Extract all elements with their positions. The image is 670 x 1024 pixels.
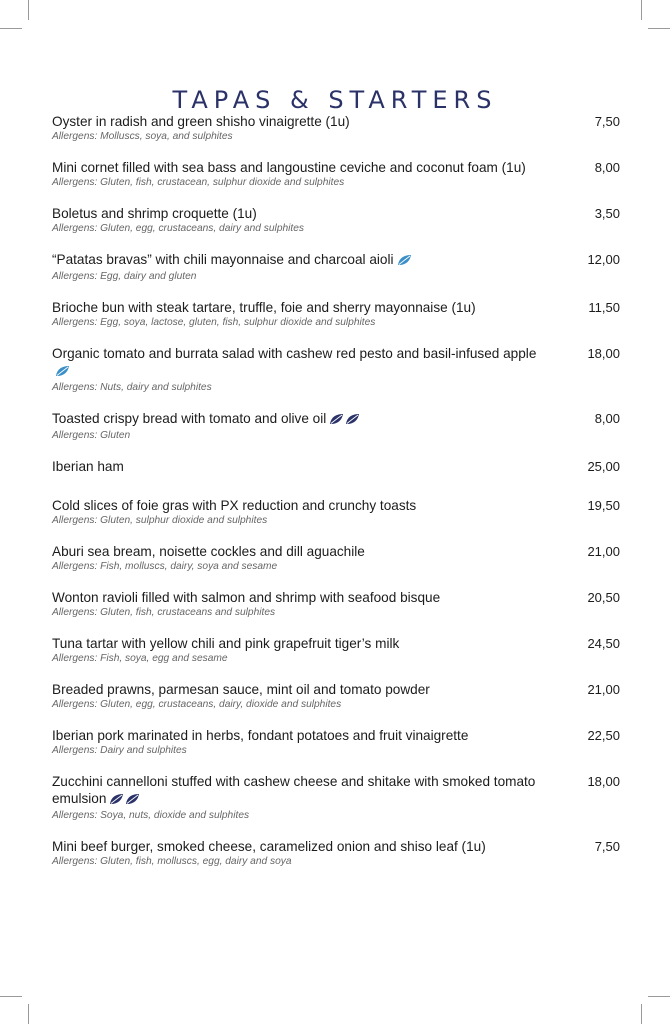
menu-item	[52, 589, 620, 619]
menu-item-allergens: Allergens: Dairy and sulphites	[52, 745, 187, 756]
menu-item-name-text: Iberian pork marinated in herbs, fondant potatoes and fruit vinaigrette	[52, 728, 469, 743]
menu-item-allergens: Allergens: Molluscs, soya, and sulphites	[52, 131, 233, 142]
vegetarian-leaf-icon	[397, 253, 412, 270]
menu-item-name	[52, 205, 552, 222]
menu-item-allergens: Allergens: Gluten, egg, crustaceans, dairy, dioxide and sulphites	[52, 699, 342, 710]
menu-item-name	[52, 159, 552, 176]
crop-mark-top-left	[28, 0, 29, 20]
menu-item	[52, 543, 620, 573]
menu-item-price: 11,50	[588, 300, 620, 315]
menu-item-name	[52, 113, 552, 130]
menu-item-price: 19,50	[587, 498, 620, 513]
menu-item-row	[52, 205, 620, 222]
menu-item-price: 24,50	[587, 636, 620, 651]
menu-item-name	[52, 589, 552, 606]
menu-item-row	[52, 635, 620, 652]
crop-mark-top-right	[641, 0, 642, 20]
menu-item-price: 3,50	[594, 206, 620, 221]
menu-item	[52, 410, 620, 442]
menu-item-name-text: Cold slices of foie gras with PX reduction and crunchy toasts	[52, 498, 417, 513]
menu-item-name	[52, 299, 552, 316]
menu-item-allergens: Allergens: Gluten, egg, crustaceans, dairy and sulphites	[52, 223, 305, 234]
menu-item	[52, 159, 620, 189]
menu-item-row	[52, 113, 620, 130]
menu-item-name-text: Brioche bun with steak tartare, truffle, foie and sherry mayonnaise (1u)	[52, 300, 476, 315]
crop-mark-bottom-right	[641, 1004, 642, 1024]
menu-item-name-text: Iberian ham	[52, 459, 124, 474]
menu-item	[52, 299, 620, 329]
menu-item-name-text: “Patatas bravas” with chili mayonnaise and charcoal aioli	[52, 252, 394, 267]
menu-item-row	[52, 159, 620, 176]
menu-item-name	[52, 497, 552, 514]
crop-mark-bottom-right-h	[648, 996, 670, 997]
menu-list	[52, 113, 620, 884]
menu-item-name-text: Mini cornet filled with sea bass and langoustine ceviche and coconut foam (1u)	[52, 160, 526, 175]
vegan-leaf-icon	[329, 412, 344, 429]
menu-item-name-text: Mini beef burger, smoked cheese, caramelized onion and shiso leaf (1u)	[52, 839, 486, 854]
vegan-leaf-icon	[345, 412, 360, 429]
menu-item	[52, 205, 620, 235]
menu-item-price: 7,50	[594, 839, 620, 854]
menu-item-allergens: Allergens: Gluten, sulphur dioxide and sulphites	[52, 515, 268, 526]
menu-item-name	[52, 635, 552, 652]
menu-item-allergens: Allergens: Soya, nuts, dioxide and sulphites	[52, 810, 250, 821]
crop-mark-bottom-left-h	[0, 996, 22, 997]
menu-item-row	[52, 681, 620, 698]
menu-item-name-text: Oyster in radish and green shisho vinaigrette (1u)	[52, 114, 350, 129]
vegan-leaf-icon	[125, 792, 140, 809]
menu-item-price: 22,50	[587, 728, 620, 743]
menu-item-name-text: Toasted crispy bread with tomato and olive oil	[52, 411, 327, 426]
menu-item-allergens: Allergens: Fish, molluscs, dairy, soya and sesame	[52, 561, 278, 572]
menu-item	[52, 681, 620, 711]
menu-item-row	[52, 410, 620, 429]
menu-item-allergens: Allergens: Gluten, fish, crustacean, sulphur dioxide and sulphites	[52, 177, 345, 188]
menu-item-allergens: Allergens: Gluten, fish, crustaceans and sulphites	[52, 607, 276, 618]
menu-item	[52, 458, 620, 475]
menu-item-name-text: Tuna tartar with yellow chili and pink grapefruit tiger’s milk	[52, 636, 400, 651]
menu-item-allergens: Allergens: Gluten, fish, molluscs, egg, dairy and soya	[52, 856, 292, 867]
menu-item-row	[52, 497, 620, 514]
menu-item	[52, 497, 620, 527]
menu-item-row	[52, 727, 620, 744]
menu-item	[52, 113, 620, 143]
menu-item-name	[52, 458, 552, 475]
crop-mark-bottom-left	[28, 1004, 29, 1024]
vegan-leaf-icon	[109, 792, 124, 809]
menu-item	[52, 727, 620, 757]
crop-mark-top-left-h	[0, 28, 22, 29]
menu-item-allergens: Allergens: Fish, soya, egg and sesame	[52, 653, 228, 664]
menu-item-price: 12,00	[587, 252, 620, 267]
menu-item-allergens: Allergens: Nuts, dairy and sulphites	[52, 382, 212, 393]
menu-item-price: 21,00	[587, 544, 620, 559]
menu-item-name-text: Wonton ravioli filled with salmon and shrimp with seafood bisque	[52, 590, 441, 605]
menu-item-price: 20,50	[587, 590, 620, 605]
menu-item	[52, 838, 620, 868]
menu-item-price: 7,50	[594, 114, 620, 129]
menu-item	[52, 773, 620, 822]
menu-item	[52, 251, 620, 283]
menu-item-row	[52, 589, 620, 606]
menu-item-price: 18,00	[587, 774, 620, 789]
menu-item	[52, 635, 620, 665]
menu-item-name-text: Breaded prawns, parmesan sauce, mint oil and tomato powder	[52, 682, 430, 697]
menu-item-name	[52, 681, 552, 698]
menu-item-allergens: Allergens: Egg, soya, lactose, gluten, fish, sulphur dioxide and sulphites	[52, 317, 376, 328]
menu-item-price: 18,00	[587, 346, 620, 361]
menu-item-name	[52, 773, 552, 809]
menu-item-row	[52, 838, 620, 855]
menu-item-row	[52, 458, 620, 475]
menu-item-name	[52, 838, 552, 855]
menu-item-price: 21,00	[587, 682, 620, 697]
menu-item-row	[52, 251, 620, 270]
menu-item-name-text: Aburi sea bream, noisette cockles and dill aguachile	[52, 544, 365, 559]
menu-item-row	[52, 345, 620, 381]
menu-item-name	[52, 251, 552, 270]
menu-item-allergens: Allergens: Egg, dairy and gluten	[52, 271, 197, 282]
menu-item-name-text: Zucchini cannelloni stuffed with cashew cheese and shitake with smoked tomato emulsion	[52, 774, 536, 806]
menu-item-row	[52, 773, 620, 809]
menu-item-name	[52, 727, 552, 744]
menu-item	[52, 345, 620, 394]
menu-item-name	[52, 543, 552, 560]
menu-item-row	[52, 543, 620, 560]
menu-item-price: 8,00	[594, 411, 620, 426]
menu-item-row	[52, 299, 620, 316]
menu-item-name-text: Organic tomato and burrata salad with cashew red pesto and basil-infused apple	[52, 346, 537, 361]
vegetarian-leaf-icon	[55, 364, 70, 381]
page-title: TAPAS & STARTERS	[172, 86, 498, 115]
menu-item-name	[52, 410, 552, 429]
crop-mark-top-right-h	[648, 28, 670, 29]
menu-item-name	[52, 345, 552, 381]
menu-item-price: 8,00	[594, 160, 620, 175]
menu-item-name-text: Boletus and shrimp croquette (1u)	[52, 206, 257, 221]
menu-item-price: 25,00	[587, 459, 620, 474]
menu-item-allergens: Allergens: Gluten	[52, 430, 131, 441]
